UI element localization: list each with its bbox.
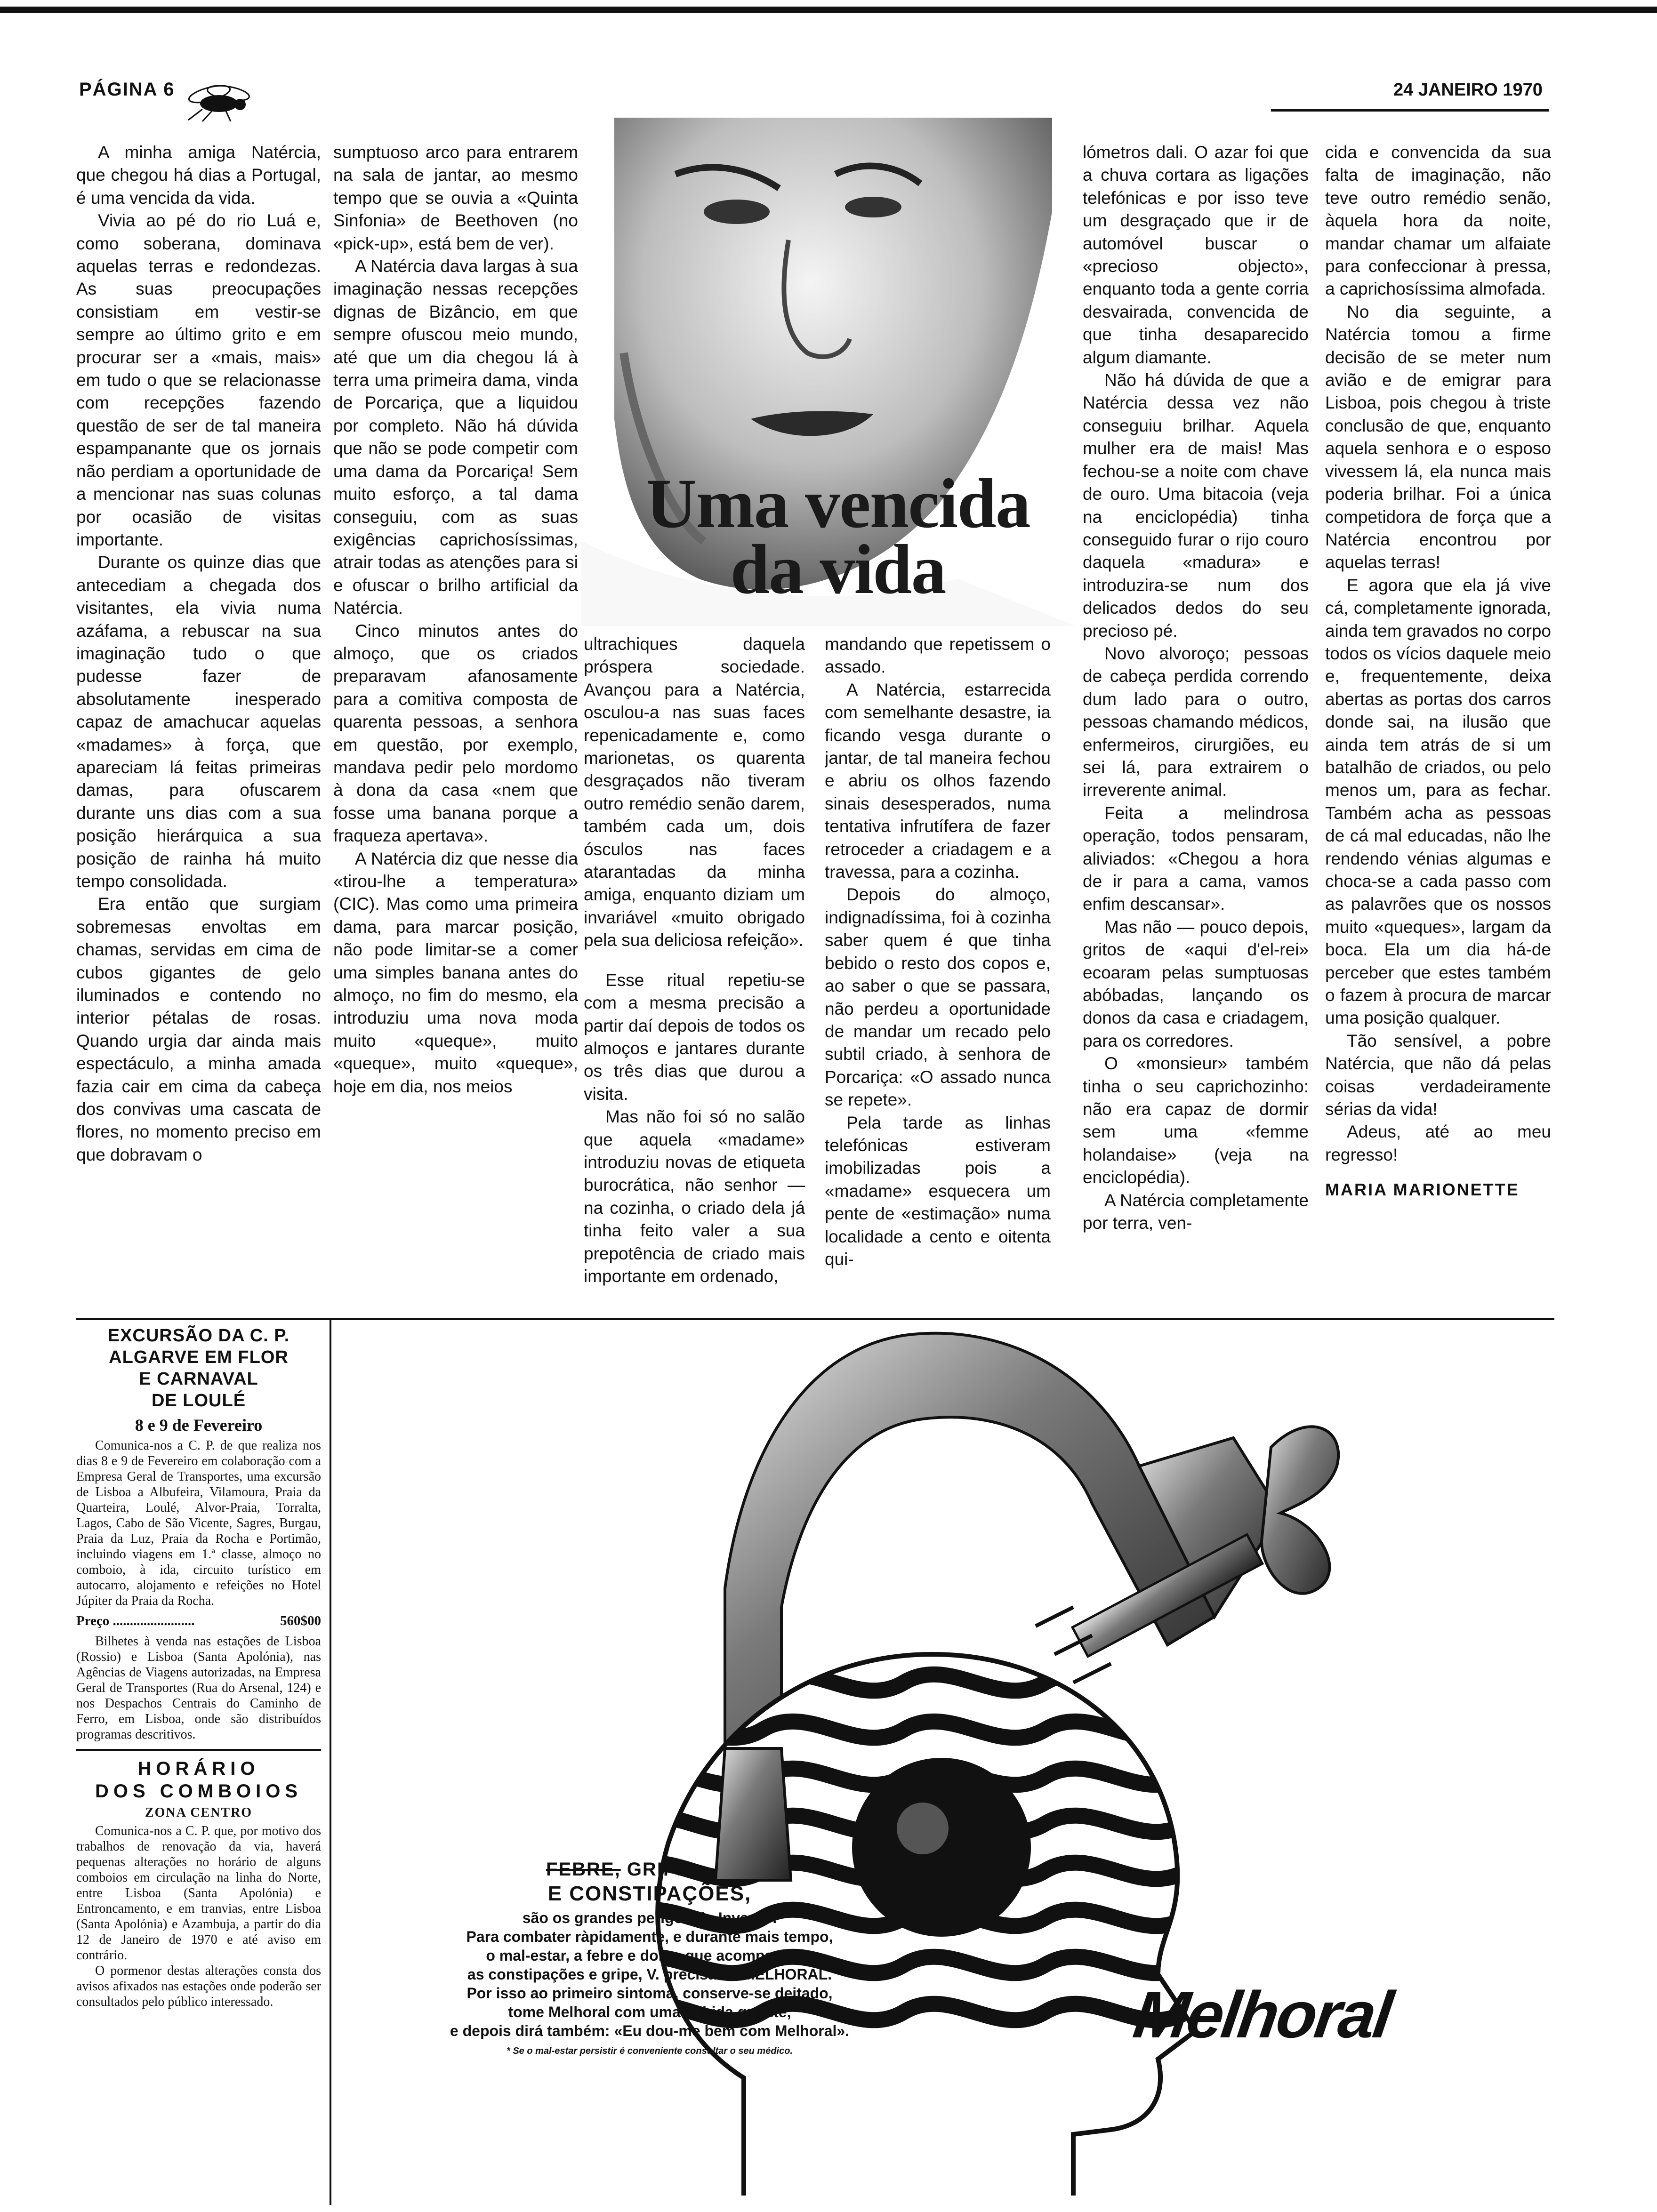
advert-body bbox=[367, 1908, 932, 2040]
advert-headline-struck: FEBRE, bbox=[546, 1859, 621, 1880]
paragraph: cida e convencida da sua falta de imaginação, não teve outro remédio senão, àquela hora da noite, mandar chamar um alfaiate para confeccionar à pressa, a caprichosíssima almofada. bbox=[1325, 143, 1551, 299]
article-column-2 bbox=[333, 141, 578, 1304]
advert-headline-word: GRIPE bbox=[627, 1859, 691, 1880]
paragraph: E agora que ela já vive cá, completamente ignorada, ainda tem gravados no corpo todos os vícios daquele meio e, frequentemente, deixa abertas as portas dos carros donde sai, na ilusão que ainda tem atrás de si um batalhão de criados, ou pelo menos um, para as fechar. Também acha as pessoas de cá mal educadas, não lhe rendendo vénias algumas e choca-se a cada passo com as palavrões que os nossos muito «queques», largam da boca. Ela um dia há-de perceber que estes também o fazem à procura de marcar uma posição qualquer. bbox=[1325, 575, 1551, 1028]
sidebar-notices bbox=[76, 1325, 321, 2010]
melhoral-logo: Melhoral bbox=[1129, 1978, 1396, 2052]
price-value: 560$00 bbox=[280, 1613, 321, 1628]
advert-footnote: * Se o mal-estar persistir é conveniente consultar o seu médico. bbox=[507, 2046, 793, 2056]
advert-body-line: o mal-estar, a febre e dores que acompanham bbox=[486, 1947, 813, 1964]
paragraph: Cinco minutos antes do almoço, que os criados preparavam afanosamente para a comitiva composta de quarenta pessoas, a senhora em questão, por exemplo, mandava pedir pelo mordomo à dona da casa «nem que fosse uma banana porque a fraqueza apertava». bbox=[333, 621, 578, 846]
paragraph: Pela tarde as linhas telefónicas estiveram imobilizadas pois a «madame» esquecera um pente de «estimação» numa localidade a cento e oitenta qui- bbox=[825, 1113, 1051, 1269]
paragraph: Durante os quinze dias que antecediam a chegada dos visitantes, ela vivia numa azáfama, a rebuscar na sua imaginação tudo o que pudesse fazer de absolutamente inesperado capaz de amachucar aquelas «madames» à força, que apareciam lá feitas primeiras damas, para ofuscarem durante uns dias com a sua posição hierárquica a sua posição de rainha há muito tempo consolidada. bbox=[76, 553, 321, 891]
advert-body-line: tome Melhoral com uma bebida quente, bbox=[508, 2004, 791, 2020]
excursion-body: Comunica-nos a C. P. de que realiza nos dias 8 e 9 de Fevereiro em colaboração com a Empresa Geral de Transportes, uma excursão de Lisboa a Albufeira, Vilamoura, Praia da Quarteira, Loulé, Alvor-Praia, Torralta, Lagos, Cabo de São Vicente, Sagres, Burgau, Praia da Luz, Praia da Rocha e Portimão, incluindo viagens em 1.ª classe, almoço no comboio, à ida, circuito turístico em autocarro, alojamento e refeições no Hotel Júpiter da Praia da Rocha. bbox=[76, 1438, 321, 1608]
excursion-price bbox=[76, 1613, 321, 1629]
section-divider bbox=[76, 1318, 1554, 1320]
paragraph: Esse ritual repetiu-se com a mesma precisão a partir daí depois de todos os almoços e jantares durante os três dias que durou a visita. bbox=[584, 970, 805, 1104]
paragraph: Depois do almoço, indignadíssima, foi à cozinha saber quem é que tinha bebido o resto dos copos e, ao saber o que se passara, não perdeu a oportunidade de mandar um recado pelo subtil criado, à senhora de Porcariça: «O assado nunca se repete». bbox=[825, 885, 1051, 1110]
paragraph: lómetros dali. O azar foi que a chuva cortara as ligações telefónicas e por isso teve um desgraçado que ir de automóvel buscar o «precioso objecto», enquanto toda a gente corria desvairada, convencida de que tinha desaparecido algum diamante. bbox=[1083, 143, 1309, 367]
fly-icon bbox=[174, 80, 264, 122]
top-border bbox=[0, 7, 1657, 13]
advert-copy bbox=[367, 1859, 932, 2057]
paragraph: Tão sensível, a pobre Natércia, que não dá pelas coisas verdadeiramente sérias da vida! bbox=[1325, 1031, 1551, 1119]
advert-body-line: e depois dirá também: «Eu dou-me bem com Melhoral». bbox=[450, 2022, 850, 2039]
paragraph: A Natércia diz que nesse dia «tirou-lhe a temperatura» (CIC). Mas como uma primeira dama, para marcar posição, não pode limitar-se a comer uma simples banana antes do almoço, no fim do mesmo, ela introduziu uma nova moda muito «queque», muito «queque», muito «queque», hoje em dia, nos meios bbox=[333, 849, 578, 1096]
paragraph: sumptuoso arco para entrarem na sala de jantar, ao mesmo tempo que se ouvia a «Quinta Sinfonia» de Beethoven (no «pick-up», está bem de ver). bbox=[333, 143, 578, 253]
timetable-title-line-2: DOS COMBOIOS bbox=[95, 1781, 303, 1802]
paragraph: Adeus, até ao meu regresso! bbox=[1325, 1122, 1551, 1164]
price-label: Preço ........................ bbox=[76, 1613, 195, 1628]
article-photo bbox=[581, 118, 1076, 626]
article-column-5 bbox=[1083, 141, 1309, 1304]
timetable-zone: ZONA CENTRO bbox=[145, 1805, 253, 1820]
paragraph: Era então que surgiam sobremesas envoltas em chamas, servidas em cima de cubos gigantes de gelo iluminados e contendo no interior pétalas de rosas. Quando urgia dar ainda mais espectáculo, a minha amada fazia cair em cima da cabeça dos convivas uma cascata de flores, no momento preciso em que dobravam o bbox=[76, 894, 321, 1164]
paragraph: Novo alvoroço; pessoas de cabeça perdida correndo dum lado para o outro, pessoas chamando médicos, enfermeiros, cirurgiões, eu sei lá, para extrairem o irreverente animal. bbox=[1083, 643, 1309, 800]
article-title-line-2: da vida bbox=[730, 530, 946, 609]
column-divider bbox=[330, 1320, 331, 2205]
advert-headline-1 bbox=[367, 1859, 932, 1880]
page-number: PÁGINA 6 bbox=[79, 79, 175, 100]
paragraph: Não há dúvida de que a Natércia dessa vez não conseguiu brilhar. Aquela mulher era de mais! Mas fechou-se a noite com chave de ouro. Uma bitacoia (veja na enciclopédia) tinha conseguido furar o rijo couro daquela «madura» e introduzira-se num dos delicados dedos do seu precioso pé. bbox=[1083, 370, 1309, 641]
melhoral-advert-illustration bbox=[339, 1325, 1553, 2205]
advert-body-line: são os grandes perigos do Inverno. bbox=[522, 1909, 777, 1926]
timetable-body: Comunica-nos a C. P. que, por motivo dos trabalhos de renovação da via, haverá pequenas alterações no horário de alguns comboios em circulação na linha do Norte, entre Lisboa (Santa Apolónia) e Entroncamento, e em tranvias, entre Lisboa (Santa Apolónia) e Azambuja, a partir do dia 12 de Janeiro de 1970 e até aviso em contrário. bbox=[76, 1824, 321, 1963]
article-column-1 bbox=[76, 141, 321, 1304]
excursion-tickets: Bilhetes à venda nas estações de Lisboa (Rossio) e Lisboa (Santa Apolónia), nas Agências de Viagens autorizadas, na Empresa Geral de Transportes (Rua do Arsenal, 124) e nos Despachos Centrais do Caminho de Ferro, em Lisboa, onde são distribuídos programas descritivos. bbox=[76, 1634, 321, 1742]
paragraph: ultrachiques daquela próspera sociedade. Avançou para a Natércia, osculou-a nas suas faces repenicadamente e, como marionetas, os quarenta desgraçados não tiveram outro remédio senão darem, também cada um, dois ósculos nas faces atarantadas da minha amiga, enquanto diziam um invariável «muito obrigado pela sua deliciosa refeição». bbox=[584, 634, 805, 950]
advert-body-line: Para combater ràpidamente, e durante mais tempo, bbox=[466, 1928, 833, 1945]
paragraph: A Natércia completamente por terra, ven- bbox=[1083, 1190, 1309, 1233]
article-column-4 bbox=[825, 633, 1051, 1304]
paragraph: mandando que repetissem o assado. bbox=[825, 634, 1051, 677]
excursion-title-line: E CARNAVAL bbox=[139, 1369, 258, 1389]
paragraph: A Natércia dava largas à sua imaginação nessas recepções dignas de Bizâncio, em que sempre ofuscou meio mundo, até que um dia chegou lá à terra uma primeira dama, vinda de Porcariça, que a liquidou por completo. Não há dúvida que não se pode competir com uma dama da Porcariça! Sem muito esforço, a tal dama conseguiu, com as suas exigências caprichosíssimas, atrair todas as atenções para si e ofuscar o brilho artificial da Natércia. bbox=[333, 256, 578, 618]
advert-headline-2: E CONSTIPAÇÕES, bbox=[547, 1882, 752, 1905]
excursion-title-line: EXCURSÃO DA C. P. bbox=[107, 1326, 290, 1346]
paragraph: No dia seguinte, a Natércia tomou a firme decisão de se meter num avião e de emigrar para Lisboa, pois chegou à triste conclusão de que, enquanto aquela senhora e o esposo vivessem lá, ela nunca mais poderia brilhar. Foi a única competidora de força que a Natércia encontrou por aquelas terras! bbox=[1325, 302, 1551, 572]
article-title-line-1: Uma vencida bbox=[646, 465, 1030, 543]
excursion-title-line: ALGARVE EM FLOR bbox=[109, 1347, 289, 1367]
article-column-3 bbox=[584, 633, 805, 1304]
author-signature: MARIA MARIONETTE bbox=[1325, 1180, 1520, 1200]
notice-divider bbox=[76, 1749, 321, 1751]
advert-body-line: as constipações e gripe, V. precisa de MELHORAL. bbox=[467, 1966, 832, 1983]
excursion-title bbox=[76, 1325, 321, 1411]
paragraph: Vivia ao pé do rio Luá e, como soberana, dominava aquelas terras e redondezas. As suas preocupações consistiam em vestir-se sempre ao último grito e em procurar ser a «mais, mais» em tudo o que se relacionasse com recepções fazendo questão de ser de tal maneira espampanante que os jornais não perdiam a oportunidade de a mencionar nas suas colunas por ocasião de visitas importante. bbox=[76, 211, 321, 549]
paragraph: O «monsieur» também tinha o seu caprichozinho: não era capaz de dormir sem uma «femme holandaise» (veja na enciclopédia). bbox=[1083, 1054, 1309, 1187]
date-underline bbox=[1271, 109, 1549, 112]
excursion-title-line: DE LOULÉ bbox=[151, 1391, 246, 1411]
timetable-title-line-1: HORÁRIO bbox=[137, 1758, 260, 1779]
article-column-6 bbox=[1325, 141, 1551, 1304]
paragraph: Mas não foi só no salão que aquela «madame» introduziu novas de etiqueta burocrática, não senhor — na cozinha, o criado dela já tinha feito valer a sua prepotência de criado mais importante em ordenado, bbox=[584, 1107, 805, 1286]
paragraph: Feita a melindrosa operação, todos pensaram, aliviados: «Chegou a hora de ir para a cama, vamos enfim descansar». bbox=[1083, 803, 1309, 914]
paragraph: A minha amiga Natércia, que chegou há dias a Portugal, é uma vencida da vida. bbox=[76, 143, 321, 208]
excursion-dates: 8 e 9 de Fevereiro bbox=[135, 1416, 263, 1435]
publication-date: 24 JANEIRO 1970 bbox=[1393, 80, 1543, 100]
paragraph: Mas não — pouco depois, gritos de «aqui d'el-rei» ecoaram pelas sumptuosas abóbadas, lançando os donos da casa e criadagem, para os corredores. bbox=[1083, 917, 1309, 1050]
article-title bbox=[631, 465, 1045, 609]
timetable-body-2: O pormenor destas alterações consta dos avisos afixados nas estações onde poderão ser consultados pelo público interessado. bbox=[76, 1964, 321, 2009]
paragraph: A Natércia, estarrecida com semelhante desastre, ia ficando vesga durante o jantar, de tal maneira fechou e abriu os olhos fazendo sinais desesperados, numa tentativa infrutífera de fazer retroceder a criadagem e a travessa, para a cozinha. bbox=[825, 680, 1051, 882]
advert-body-line: Por isso ao primeiro sintoma, conserve-se deitado, bbox=[467, 1985, 833, 2002]
